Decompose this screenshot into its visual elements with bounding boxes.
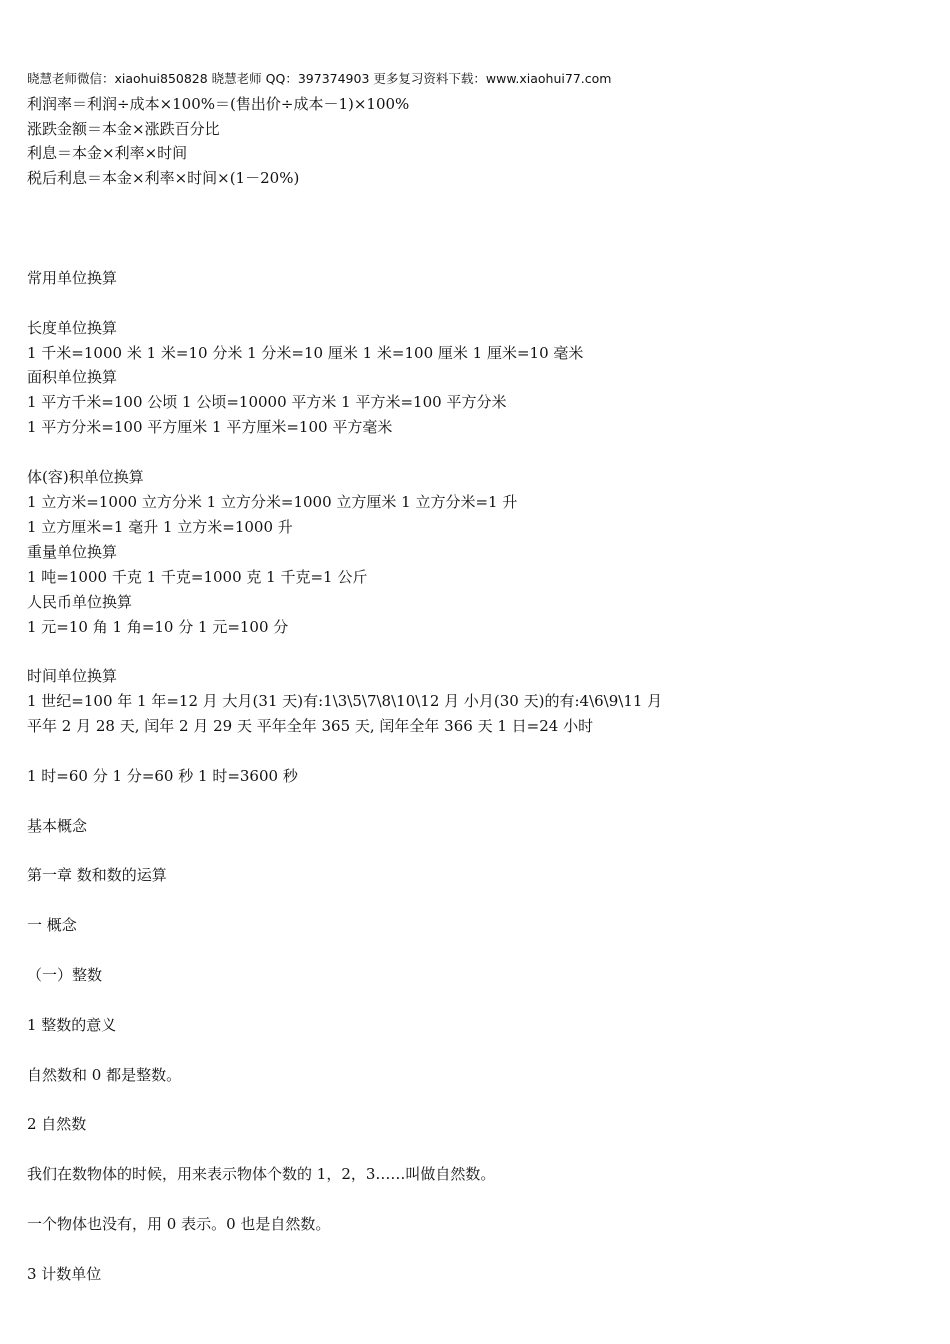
item-3-title: 3 计数单位 xyxy=(27,1265,102,1283)
formula-profit-rate: 利润率＝利润÷成本×100%＝(售出价÷成本－1)×100% xyxy=(27,95,410,113)
formula-after-tax-interest: 税后利息＝本金×利率×时间×(1－20%) xyxy=(27,169,300,187)
units-section-title: 常用单位换算 xyxy=(27,269,118,287)
item-2-text-2: 一个物体也没有，用 0 表示。0 也是自然数。 xyxy=(27,1215,331,1233)
length-conversions: 1 千米=1000 米 1 米=10 分米 1 分米=10 厘米 1 米=100 厘米 1 厘米=10 毫米 xyxy=(27,344,584,362)
time-title: 时间单位换算 xyxy=(27,667,118,685)
volume-conversions-1: 1 立方米=1000 立方分米 1 立方分米=1000 立方厘米 1 立方分米=1 升 xyxy=(27,493,518,511)
formula-change-amount: 涨跌金额＝本金×涨跌百分比 xyxy=(27,120,220,138)
section-heading: 一 概念 xyxy=(27,916,77,934)
rmb-conversions: 1 元=10 角 1 角=10 分 1 元=100 分 xyxy=(27,618,289,636)
area-title: 面积单位换算 xyxy=(27,368,118,386)
volume-title: 体(容)积单位换算 xyxy=(27,468,144,486)
area-conversions-1: 1 平方千米=100 公顷 1 公顷=10000 平方米 1 平方米=100 平方分米 xyxy=(27,393,507,411)
chapter-heading: 第一章 数和数的运算 xyxy=(27,866,167,884)
item-1-title: 1 整数的意义 xyxy=(27,1016,117,1034)
item-2-text-1: 我们在数物体的时候，用来表示物体个数的 1，2，3……叫做自然数。 xyxy=(27,1165,496,1183)
concepts-title: 基本概念 xyxy=(27,817,88,835)
time-conversions-1: 1 世纪=100 年 1 年=12 月 大月(31 天)有:1\3\5\7\8\10\12 月 小月(30 天)的有:4\6\9\11 月 xyxy=(27,692,663,710)
time-conversions-2: 平年 2 月 28 天, 闰年 2 月 29 天 平年全年 365 天, 闰年全年 366 天 1 日=24 小时 xyxy=(27,717,594,735)
page-header: 晓慧老师微信：xiaohui850828 晓慧老师 QQ：397374903 更多复习资料下载：www.xiaohui77.com xyxy=(27,71,612,86)
rmb-title: 人民币单位换算 xyxy=(27,593,133,611)
weight-title: 重量单位换算 xyxy=(27,543,118,561)
item-1-text: 自然数和 0 都是整数。 xyxy=(27,1066,182,1084)
weight-conversions: 1 吨=1000 千克 1 千克=1000 克 1 千克=1 公斤 xyxy=(27,568,368,586)
subsection-heading: （一）整数 xyxy=(27,966,103,984)
item-2-title: 2 自然数 xyxy=(27,1115,87,1133)
volume-conversions-2: 1 立方厘米=1 毫升 1 立方米=1000 升 xyxy=(27,518,293,536)
area-conversions-2: 1 平方分米=100 平方厘米 1 平方厘米=100 平方毫米 xyxy=(27,418,393,436)
time-conversions-3: 1 时=60 分 1 分=60 秒 1 时=3600 秒 xyxy=(27,767,298,785)
length-title: 长度单位换算 xyxy=(27,319,118,337)
formula-interest: 利息＝本金×利率×时间 xyxy=(27,144,188,162)
